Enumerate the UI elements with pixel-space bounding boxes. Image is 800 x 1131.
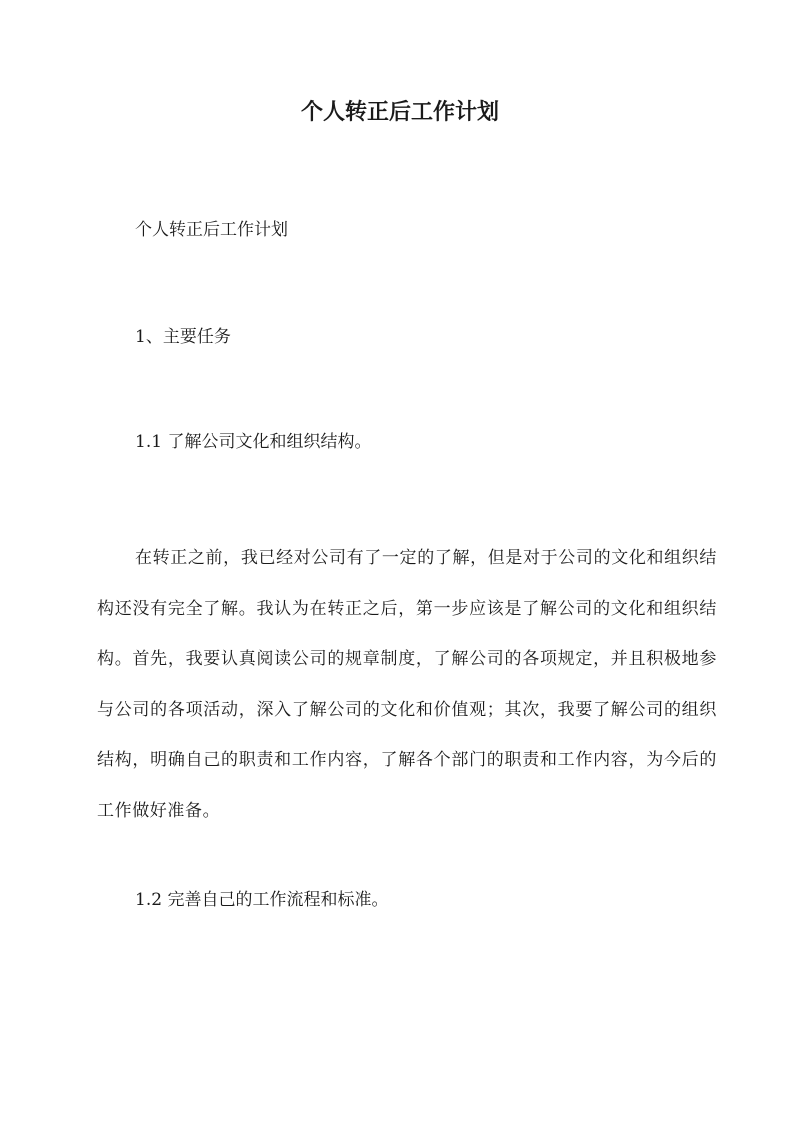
body-paragraph: 在转正之前，我已经对公司有了一定的了解，但是对于公司的文化和组织结构还没有完全了解。我认为在转正之后，第一步应该是了解公司的文化和组织结构。首先，我要认真阅读公司的规章制度，了解公司的各项规定，并且积极地参与公司的各项活动，深入了解公司的文化和价值观；其次，我要了解公司的组织结构，明确自己的职责和工作内容，了解各个部门的职责和工作内容，为今后的工作做好准备。: [97, 548, 717, 821]
document-subtitle: 个人转正后工作计划: [135, 220, 288, 240]
subsection-heading-1-2: 1.2 完善自己的工作流程和标准。: [135, 890, 389, 910]
subsection-heading-1-1: 1.1 了解公司文化和组织结构。: [135, 432, 372, 452]
section-heading-main-tasks: 1、主要任务: [135, 327, 231, 347]
document-title: 个人转正后工作计划: [300, 99, 499, 125]
